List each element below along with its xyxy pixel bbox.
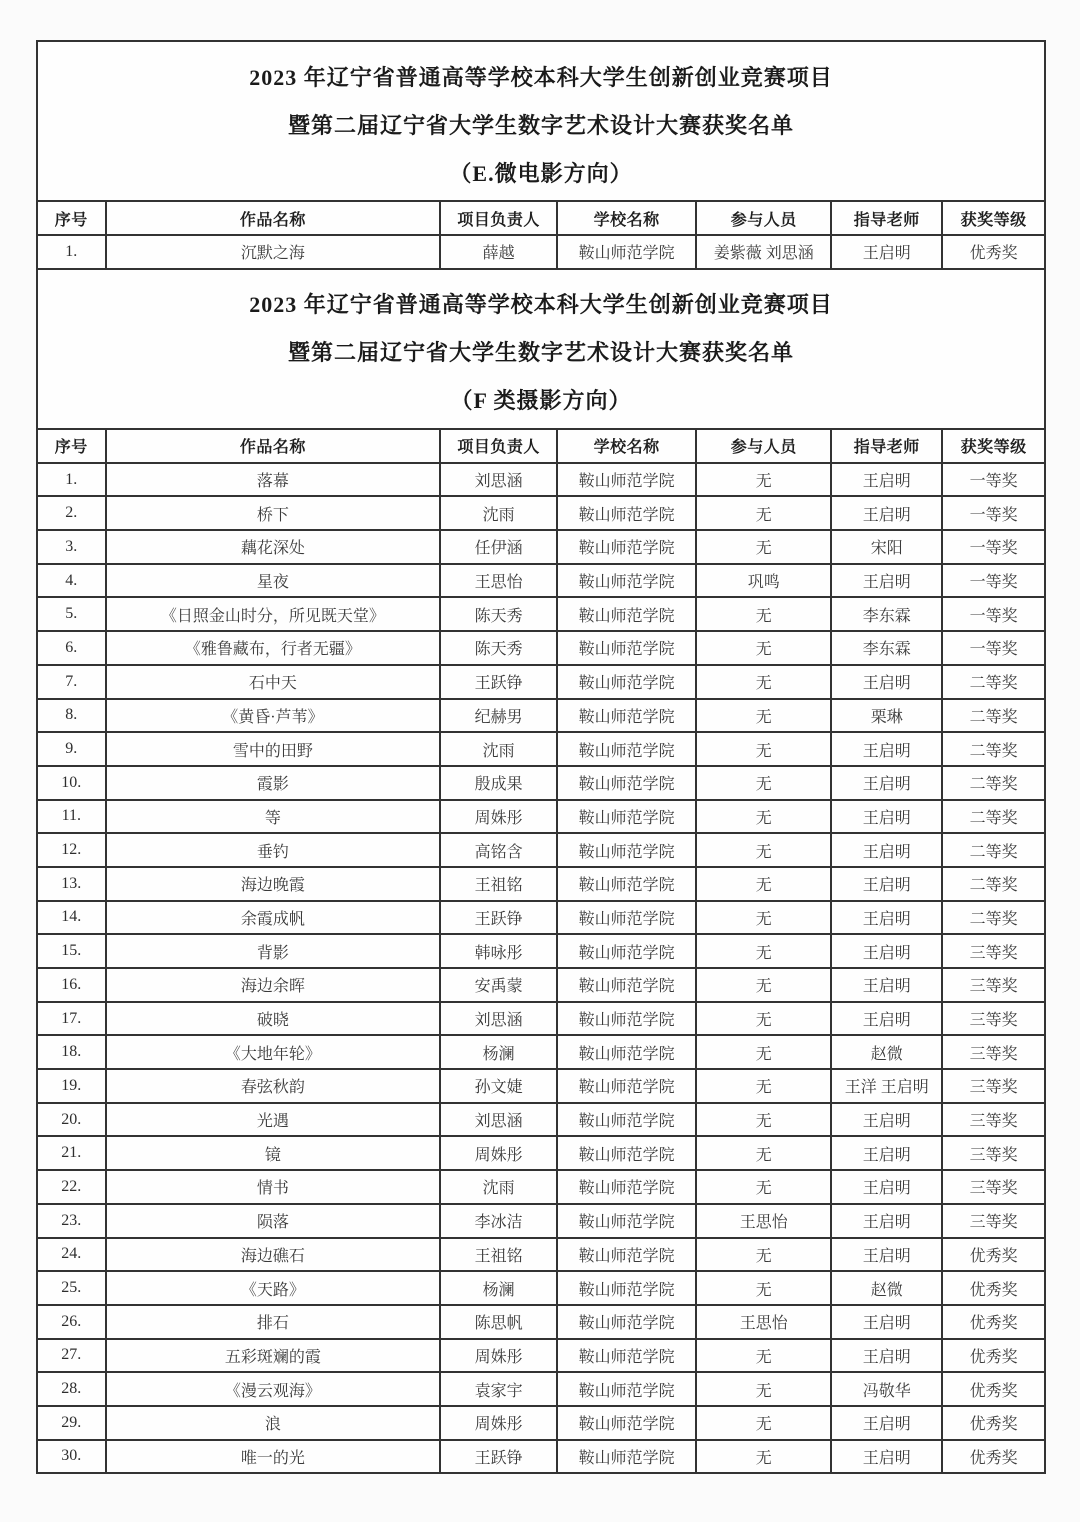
row-number: 14. xyxy=(37,901,106,935)
row-number: 24. xyxy=(37,1238,106,1272)
teacher-name: 王启明 xyxy=(831,1440,942,1474)
teacher-name: 王启明 xyxy=(831,1406,942,1440)
work-title: 余霞成帆 xyxy=(106,901,441,935)
leader-name: 孙文婕 xyxy=(440,1069,557,1103)
award-level: 二等奖 xyxy=(942,766,1045,800)
work-title: 石中天 xyxy=(106,665,441,699)
participants: 无 xyxy=(696,1170,831,1204)
work-title: 光遇 xyxy=(106,1103,441,1137)
teacher-name: 王启明 xyxy=(831,564,942,598)
document-title-line-2: 暨第二届辽宁省大学生数字艺术设计大赛获奖名单 xyxy=(287,112,794,138)
teacher-name: 王启明 xyxy=(831,1002,942,1036)
participants: 无 xyxy=(696,833,831,867)
award-level: 二等奖 xyxy=(942,732,1045,766)
leader-name: 韩咏彤 xyxy=(440,934,557,968)
document-title-line-3: （F 类摄影方向） xyxy=(450,388,632,414)
participants: 无 xyxy=(696,496,831,530)
col-header-award: 获奖等级 xyxy=(942,201,1045,235)
row-number: 1. xyxy=(37,235,106,269)
work-title: 海边礁石 xyxy=(106,1238,441,1272)
school-name: 鞍山师范学院 xyxy=(557,1035,696,1069)
school-name: 鞍山师范学院 xyxy=(557,1305,696,1339)
teacher-name: 冯敬华 xyxy=(831,1372,942,1406)
leader-name: 纪赫男 xyxy=(440,699,557,733)
award-level: 二等奖 xyxy=(942,833,1045,867)
participants: 无 xyxy=(696,1271,831,1305)
table-row xyxy=(37,597,1045,631)
school-name: 鞍山师范学院 xyxy=(557,1440,696,1474)
table-row xyxy=(37,699,1045,733)
col-header-teacher: 指导老师 xyxy=(831,201,942,235)
award-level: 优秀奖 xyxy=(942,235,1045,269)
work-title: 镜 xyxy=(106,1136,441,1170)
award-level: 优秀奖 xyxy=(942,1440,1045,1474)
document-frame xyxy=(36,40,1046,1474)
leader-name: 王跃铮 xyxy=(440,901,557,935)
work-title: 海边余晖 xyxy=(106,968,441,1002)
participants: 无 xyxy=(696,1002,831,1036)
section-title-cell xyxy=(37,41,1045,201)
award-level: 优秀奖 xyxy=(942,1406,1045,1440)
col-header-teacher: 指导老师 xyxy=(831,429,942,463)
teacher-name: 王启明 xyxy=(831,496,942,530)
table-row xyxy=(37,1204,1045,1238)
leader-name: 王祖铭 xyxy=(440,1238,557,1272)
work-title: 《天路》 xyxy=(106,1271,441,1305)
table-row xyxy=(37,901,1045,935)
section-e-micro-film xyxy=(37,41,1045,269)
school-name: 鞍山师范学院 xyxy=(557,463,696,497)
work-title: 陨落 xyxy=(106,1204,441,1238)
leader-name: 刘思涵 xyxy=(440,1103,557,1137)
row-number: 3. xyxy=(37,530,106,564)
participants: 无 xyxy=(696,665,831,699)
award-level: 三等奖 xyxy=(942,1170,1045,1204)
table-row xyxy=(37,867,1045,901)
row-number: 7. xyxy=(37,665,106,699)
leader-name: 王祖铭 xyxy=(440,867,557,901)
award-level: 一等奖 xyxy=(942,463,1045,497)
leader-name: 周姝彤 xyxy=(440,800,557,834)
teacher-name: 王启明 xyxy=(831,968,942,1002)
teacher-name: 王启明 xyxy=(831,1305,942,1339)
work-title: 沉默之海 xyxy=(106,235,441,269)
school-name: 鞍山师范学院 xyxy=(557,1406,696,1440)
work-title: 霞影 xyxy=(106,766,441,800)
participants: 无 xyxy=(696,1069,831,1103)
document-title-line-1: 2023 年辽宁省普通高等学校本科大学生创新创业竞赛项目 xyxy=(249,64,833,90)
leader-name: 任伊涵 xyxy=(440,530,557,564)
school-name: 鞍山师范学院 xyxy=(557,496,696,530)
school-name: 鞍山师范学院 xyxy=(557,1136,696,1170)
award-level: 二等奖 xyxy=(942,800,1045,834)
work-title: 垂钓 xyxy=(106,833,441,867)
row-number: 4. xyxy=(37,564,106,598)
work-title: 等 xyxy=(106,800,441,834)
teacher-name: 王启明 xyxy=(831,235,942,269)
teacher-name: 赵微 xyxy=(831,1035,942,1069)
award-level: 三等奖 xyxy=(942,934,1045,968)
school-name: 鞍山师范学院 xyxy=(557,1002,696,1036)
row-number: 13. xyxy=(37,867,106,901)
leader-name: 王思怡 xyxy=(440,564,557,598)
award-level: 一等奖 xyxy=(942,564,1045,598)
leader-name: 安禹蒙 xyxy=(440,968,557,1002)
row-number: 11. xyxy=(37,800,106,834)
document-title-line-2: 暨第二届辽宁省大学生数字艺术设计大赛获奖名单 xyxy=(287,340,794,366)
work-title: 五彩斑斓的霞 xyxy=(106,1339,441,1373)
col-header-index: 序号 xyxy=(37,429,106,463)
award-level: 三等奖 xyxy=(942,968,1045,1002)
participants: 无 xyxy=(696,766,831,800)
school-name: 鞍山师范学院 xyxy=(557,867,696,901)
leader-name: 周姝彤 xyxy=(440,1406,557,1440)
teacher-name: 王启明 xyxy=(831,934,942,968)
col-header-leader: 项目负责人 xyxy=(440,201,557,235)
leader-name: 薛越 xyxy=(440,235,557,269)
award-level: 优秀奖 xyxy=(942,1305,1045,1339)
work-title: 桥下 xyxy=(106,496,441,530)
leader-name: 袁家宇 xyxy=(440,1372,557,1406)
award-level: 一等奖 xyxy=(942,530,1045,564)
col-header-participants: 参与人员 xyxy=(696,429,831,463)
row-number: 20. xyxy=(37,1103,106,1137)
leader-name: 李冰洁 xyxy=(440,1204,557,1238)
document-title-line-3: （E.微电影方向） xyxy=(449,160,633,186)
col-header-work-title: 作品名称 xyxy=(106,429,441,463)
participants: 无 xyxy=(696,463,831,497)
teacher-name: 王启明 xyxy=(831,1339,942,1373)
table-row xyxy=(37,1372,1045,1406)
participants: 姜紫薇 刘思涵 xyxy=(696,235,831,269)
award-level: 三等奖 xyxy=(942,1069,1045,1103)
school-name: 鞍山师范学院 xyxy=(557,530,696,564)
leader-name: 陈天秀 xyxy=(440,597,557,631)
row-number: 19. xyxy=(37,1069,106,1103)
teacher-name: 王启明 xyxy=(831,1103,942,1137)
school-name: 鞍山师范学院 xyxy=(557,665,696,699)
teacher-name: 李东霖 xyxy=(831,597,942,631)
table-row xyxy=(37,1035,1045,1069)
row-number: 5. xyxy=(37,597,106,631)
teacher-name: 王启明 xyxy=(831,665,942,699)
table-header-row xyxy=(37,429,1045,463)
school-name: 鞍山师范学院 xyxy=(557,564,696,598)
col-header-school: 学校名称 xyxy=(557,201,696,235)
table-row xyxy=(37,1406,1045,1440)
participants: 无 xyxy=(696,699,831,733)
table-row xyxy=(37,1440,1045,1474)
col-header-leader: 项目负责人 xyxy=(440,429,557,463)
award-level: 三等奖 xyxy=(942,1103,1045,1137)
teacher-name: 王启明 xyxy=(831,800,942,834)
row-number: 28. xyxy=(37,1372,106,1406)
participants: 无 xyxy=(696,1339,831,1373)
participants: 无 xyxy=(696,1103,831,1137)
teacher-name: 王启明 xyxy=(831,1204,942,1238)
row-number: 29. xyxy=(37,1406,106,1440)
work-title: 星夜 xyxy=(106,564,441,598)
leader-name: 周姝彤 xyxy=(440,1339,557,1373)
award-level: 三等奖 xyxy=(942,1136,1045,1170)
row-number: 15. xyxy=(37,934,106,968)
leader-name: 杨澜 xyxy=(440,1271,557,1305)
teacher-name: 李东霖 xyxy=(831,631,942,665)
participants: 无 xyxy=(696,732,831,766)
table-row xyxy=(37,1002,1045,1036)
award-level: 优秀奖 xyxy=(942,1372,1045,1406)
row-number: 17. xyxy=(37,1002,106,1036)
award-level: 二等奖 xyxy=(942,867,1045,901)
school-name: 鞍山师范学院 xyxy=(557,1170,696,1204)
work-title: 《日照金山时分，所见既天堂》 xyxy=(106,597,441,631)
participants: 无 xyxy=(696,1440,831,1474)
row-number: 25. xyxy=(37,1271,106,1305)
table-row xyxy=(37,833,1045,867)
table-row xyxy=(37,1103,1045,1137)
participants: 无 xyxy=(696,1406,831,1440)
table-row xyxy=(37,235,1045,269)
row-number: 8. xyxy=(37,699,106,733)
work-title: 《漫云观海》 xyxy=(106,1372,441,1406)
teacher-name: 王启明 xyxy=(831,1238,942,1272)
work-title: 背影 xyxy=(106,934,441,968)
school-name: 鞍山师范学院 xyxy=(557,934,696,968)
teacher-name: 王洋 王启明 xyxy=(831,1069,942,1103)
row-number: 9. xyxy=(37,732,106,766)
teacher-name: 赵微 xyxy=(831,1271,942,1305)
teacher-name: 王启明 xyxy=(831,1136,942,1170)
table-row xyxy=(37,732,1045,766)
participants: 无 xyxy=(696,597,831,631)
table-row xyxy=(37,631,1045,665)
col-header-work-title: 作品名称 xyxy=(106,201,441,235)
participants: 无 xyxy=(696,1372,831,1406)
leader-name: 陈思帆 xyxy=(440,1305,557,1339)
school-name: 鞍山师范学院 xyxy=(557,901,696,935)
section-title-cell xyxy=(37,269,1045,429)
participants: 无 xyxy=(696,968,831,1002)
participants: 无 xyxy=(696,901,831,935)
row-number: 23. xyxy=(37,1204,106,1238)
award-level: 三等奖 xyxy=(942,1035,1045,1069)
table-row xyxy=(37,1170,1045,1204)
participants: 无 xyxy=(696,867,831,901)
school-name: 鞍山师范学院 xyxy=(557,732,696,766)
school-name: 鞍山师范学院 xyxy=(557,1103,696,1137)
document-title-line-1: 2023 年辽宁省普通高等学校本科大学生创新创业竞赛项目 xyxy=(249,292,833,318)
school-name: 鞍山师范学院 xyxy=(557,1339,696,1373)
table-row xyxy=(37,1238,1045,1272)
section-title-row xyxy=(37,41,1045,201)
teacher-name: 王启明 xyxy=(831,1170,942,1204)
work-title: 浪 xyxy=(106,1406,441,1440)
work-title: 排石 xyxy=(106,1305,441,1339)
row-number: 18. xyxy=(37,1035,106,1069)
school-name: 鞍山师范学院 xyxy=(557,1271,696,1305)
teacher-name: 王启明 xyxy=(831,901,942,935)
work-title: 《大地年轮》 xyxy=(106,1035,441,1069)
award-level: 二等奖 xyxy=(942,665,1045,699)
table-row xyxy=(37,934,1045,968)
table-row xyxy=(37,800,1045,834)
table-row xyxy=(37,766,1045,800)
participants: 无 xyxy=(696,1238,831,1272)
table-row xyxy=(37,665,1045,699)
leader-name: 周姝彤 xyxy=(440,1136,557,1170)
leader-name: 刘思涵 xyxy=(440,1002,557,1036)
award-level: 一等奖 xyxy=(942,597,1045,631)
teacher-name: 王启明 xyxy=(831,732,942,766)
teacher-name: 栗琳 xyxy=(831,699,942,733)
school-name: 鞍山师范学院 xyxy=(557,235,696,269)
row-number: 6. xyxy=(37,631,106,665)
participants: 巩鸣 xyxy=(696,564,831,598)
table-row xyxy=(37,1339,1045,1373)
row-number: 2. xyxy=(37,496,106,530)
col-header-index: 序号 xyxy=(37,201,106,235)
participants: 无 xyxy=(696,530,831,564)
table-header-row xyxy=(37,201,1045,235)
teacher-name: 王启明 xyxy=(831,766,942,800)
leader-name: 高铭含 xyxy=(440,833,557,867)
leader-name: 刘思涵 xyxy=(440,463,557,497)
row-number: 22. xyxy=(37,1170,106,1204)
work-title: 《雅鲁藏布，行者无疆》 xyxy=(106,631,441,665)
teacher-name: 王启明 xyxy=(831,463,942,497)
award-level: 三等奖 xyxy=(942,1002,1045,1036)
work-title: 海边晚霞 xyxy=(106,867,441,901)
teacher-name: 王启明 xyxy=(831,867,942,901)
table-row xyxy=(37,1069,1045,1103)
table-row xyxy=(37,968,1045,1002)
col-header-school: 学校名称 xyxy=(557,429,696,463)
leader-name: 沈雨 xyxy=(440,1170,557,1204)
participants: 无 xyxy=(696,631,831,665)
school-name: 鞍山师范学院 xyxy=(557,631,696,665)
school-name: 鞍山师范学院 xyxy=(557,1204,696,1238)
award-level: 三等奖 xyxy=(942,1204,1045,1238)
table-row xyxy=(37,1136,1045,1170)
award-level: 优秀奖 xyxy=(942,1271,1045,1305)
teacher-name: 王启明 xyxy=(831,833,942,867)
participants: 王思怡 xyxy=(696,1305,831,1339)
award-level: 优秀奖 xyxy=(942,1339,1045,1373)
participants: 无 xyxy=(696,800,831,834)
school-name: 鞍山师范学院 xyxy=(557,1238,696,1272)
award-level: 一等奖 xyxy=(942,631,1045,665)
table-row xyxy=(37,463,1045,497)
work-title: 《黄昏·芦苇》 xyxy=(106,699,441,733)
school-name: 鞍山师范学院 xyxy=(557,699,696,733)
work-title: 春弦秋韵 xyxy=(106,1069,441,1103)
participants: 无 xyxy=(696,1136,831,1170)
leader-name: 杨澜 xyxy=(440,1035,557,1069)
leader-name: 沈雨 xyxy=(440,732,557,766)
col-header-participants: 参与人员 xyxy=(696,201,831,235)
leader-name: 王跃铮 xyxy=(440,665,557,699)
table-row xyxy=(37,564,1045,598)
school-name: 鞍山师范学院 xyxy=(557,766,696,800)
leader-name: 殷成果 xyxy=(440,766,557,800)
row-number: 21. xyxy=(37,1136,106,1170)
school-name: 鞍山师范学院 xyxy=(557,968,696,1002)
participants: 无 xyxy=(696,1035,831,1069)
section-title-row xyxy=(37,269,1045,429)
school-name: 鞍山师范学院 xyxy=(557,800,696,834)
work-title: 雪中的田野 xyxy=(106,732,441,766)
work-title: 唯一的光 xyxy=(106,1440,441,1474)
section-f-photography xyxy=(37,269,1045,1474)
school-name: 鞍山师范学院 xyxy=(557,597,696,631)
leader-name: 王跃铮 xyxy=(440,1440,557,1474)
col-header-award: 获奖等级 xyxy=(942,429,1045,463)
work-title: 藕花深处 xyxy=(106,530,441,564)
row-number: 16. xyxy=(37,968,106,1002)
awards-table xyxy=(36,40,1046,1474)
award-level: 一等奖 xyxy=(942,496,1045,530)
award-level: 二等奖 xyxy=(942,699,1045,733)
participants: 无 xyxy=(696,934,831,968)
leader-name: 陈天秀 xyxy=(440,631,557,665)
table-row xyxy=(37,530,1045,564)
row-number: 1. xyxy=(37,463,106,497)
table-row xyxy=(37,1271,1045,1305)
award-level: 二等奖 xyxy=(942,901,1045,935)
row-number: 30. xyxy=(37,1440,106,1474)
school-name: 鞍山师范学院 xyxy=(557,833,696,867)
row-number: 26. xyxy=(37,1305,106,1339)
table-row xyxy=(37,496,1045,530)
work-title: 落幕 xyxy=(106,463,441,497)
school-name: 鞍山师范学院 xyxy=(557,1372,696,1406)
school-name: 鞍山师范学院 xyxy=(557,1069,696,1103)
teacher-name: 宋阳 xyxy=(831,530,942,564)
row-number: 10. xyxy=(37,766,106,800)
award-level: 优秀奖 xyxy=(942,1238,1045,1272)
row-number: 12. xyxy=(37,833,106,867)
leader-name: 沈雨 xyxy=(440,496,557,530)
participants: 王思怡 xyxy=(696,1204,831,1238)
table-row xyxy=(37,1305,1045,1339)
work-title: 破晓 xyxy=(106,1002,441,1036)
row-number: 27. xyxy=(37,1339,106,1373)
work-title: 情书 xyxy=(106,1170,441,1204)
